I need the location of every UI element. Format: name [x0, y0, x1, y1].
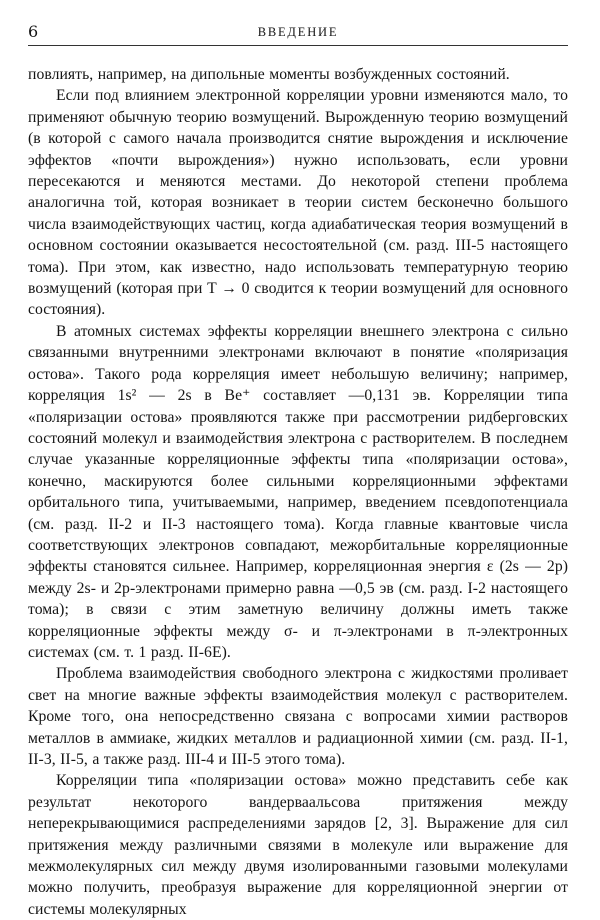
- paragraph-core-polarization: В атомных системах эффекты корреляции внешнего электрона с сильно связанными внутренними электронами включают в понятие «поляризация остова». Такого рода корреляция имеет небольшую величину; например, корреляция 1s² — 2s в Be⁺ составляет —0,131 эв. Корреляции типа «поляризации остова» проявляются также при рассмотрении ридберговских состояний молекул и взаимодействия электрона с растворителем. В последнем случае указанные корреляционные эффекты типа «поляризации остова», конечно, маскируются более сильными корреляционными эффектами орбитального типа, учитываемыми, например, введением псевдопотенциала (см. разд. II-2 и II-3 настоящего тома). Когда главные квантовые числа соответствующих электронов совпадают, межорбитальные корреляционные эффекты становятся сильнее. Например, корреляционная энергия ε (2s — 2p) между 2s- и 2p-электронами примерно равна —0,5 эв (см. разд. I-2 настоящего тома); в связи с этим заметную величину должны иметь также корреляционные эффекты между σ- и π-электронами в π-электронных системах (см. т. 1 разд. II-6E).: [28, 322, 568, 661]
- page-header: [28, 22, 568, 44]
- paragraph-continuation: повлиять, например, на дипольные моменты возбужденных состояний.: [28, 66, 510, 83]
- running-title: ВВЕДЕНИЕ: [257, 25, 339, 39]
- paragraph-perturbation-theory: Если под влиянием электронной корреляции уровни изменяются мало, то применяют обычную теорию возмущений. Вырожденную теорию возмущений (в которой с самого начала производится снятие вырождения и исключение эффектов «почти вырождения») нужно использовать, если уровни пересекаются и меняются местами. До некоторой степени проблема аналогична той, которая возникает в теории систем бесконечно большого числа взаимодействующих частиц, когда адиабатическая теория возмущений в основном состоянии оказывается несостоятельной (см. разд. III-5 настоящего тома). При этом, как известно, надо использовать температурную теорию возмущений (которая при T → 0 сводится к теории возмущений для основного состояния).: [28, 87, 568, 319]
- page-number: 6: [28, 22, 39, 41]
- header-rule: [28, 45, 568, 46]
- body-text: [28, 64, 568, 920]
- paragraph-van-der-waals: Корреляции типа «поляризации остова» можно представить себе как результат некоторого вандерваальсова притяжения между неперекрывающимися распределениями зарядов [2, 3]. Выражение для сил притяжения между различными связями в молекуле или выражение для межмолекулярных сил между двумя изолированными газовыми молекулами можно получить, преобразуя выражение для корреляционной энергии от системы молекулярных: [28, 772, 568, 918]
- paragraph-free-electron: Проблема взаимодействия свободного электрона с жидкостями проливает свет на многие важные эффекты взаимодействия молекул с растворителем. Кроме того, она непосредственно связана с вопросами химии растворов металлов в аммиаке, жидких металлов и радиационной химии (см. разд. II-1, II-3, II-5, а также разд. III-4 и III-5 этого тома).: [28, 665, 568, 768]
